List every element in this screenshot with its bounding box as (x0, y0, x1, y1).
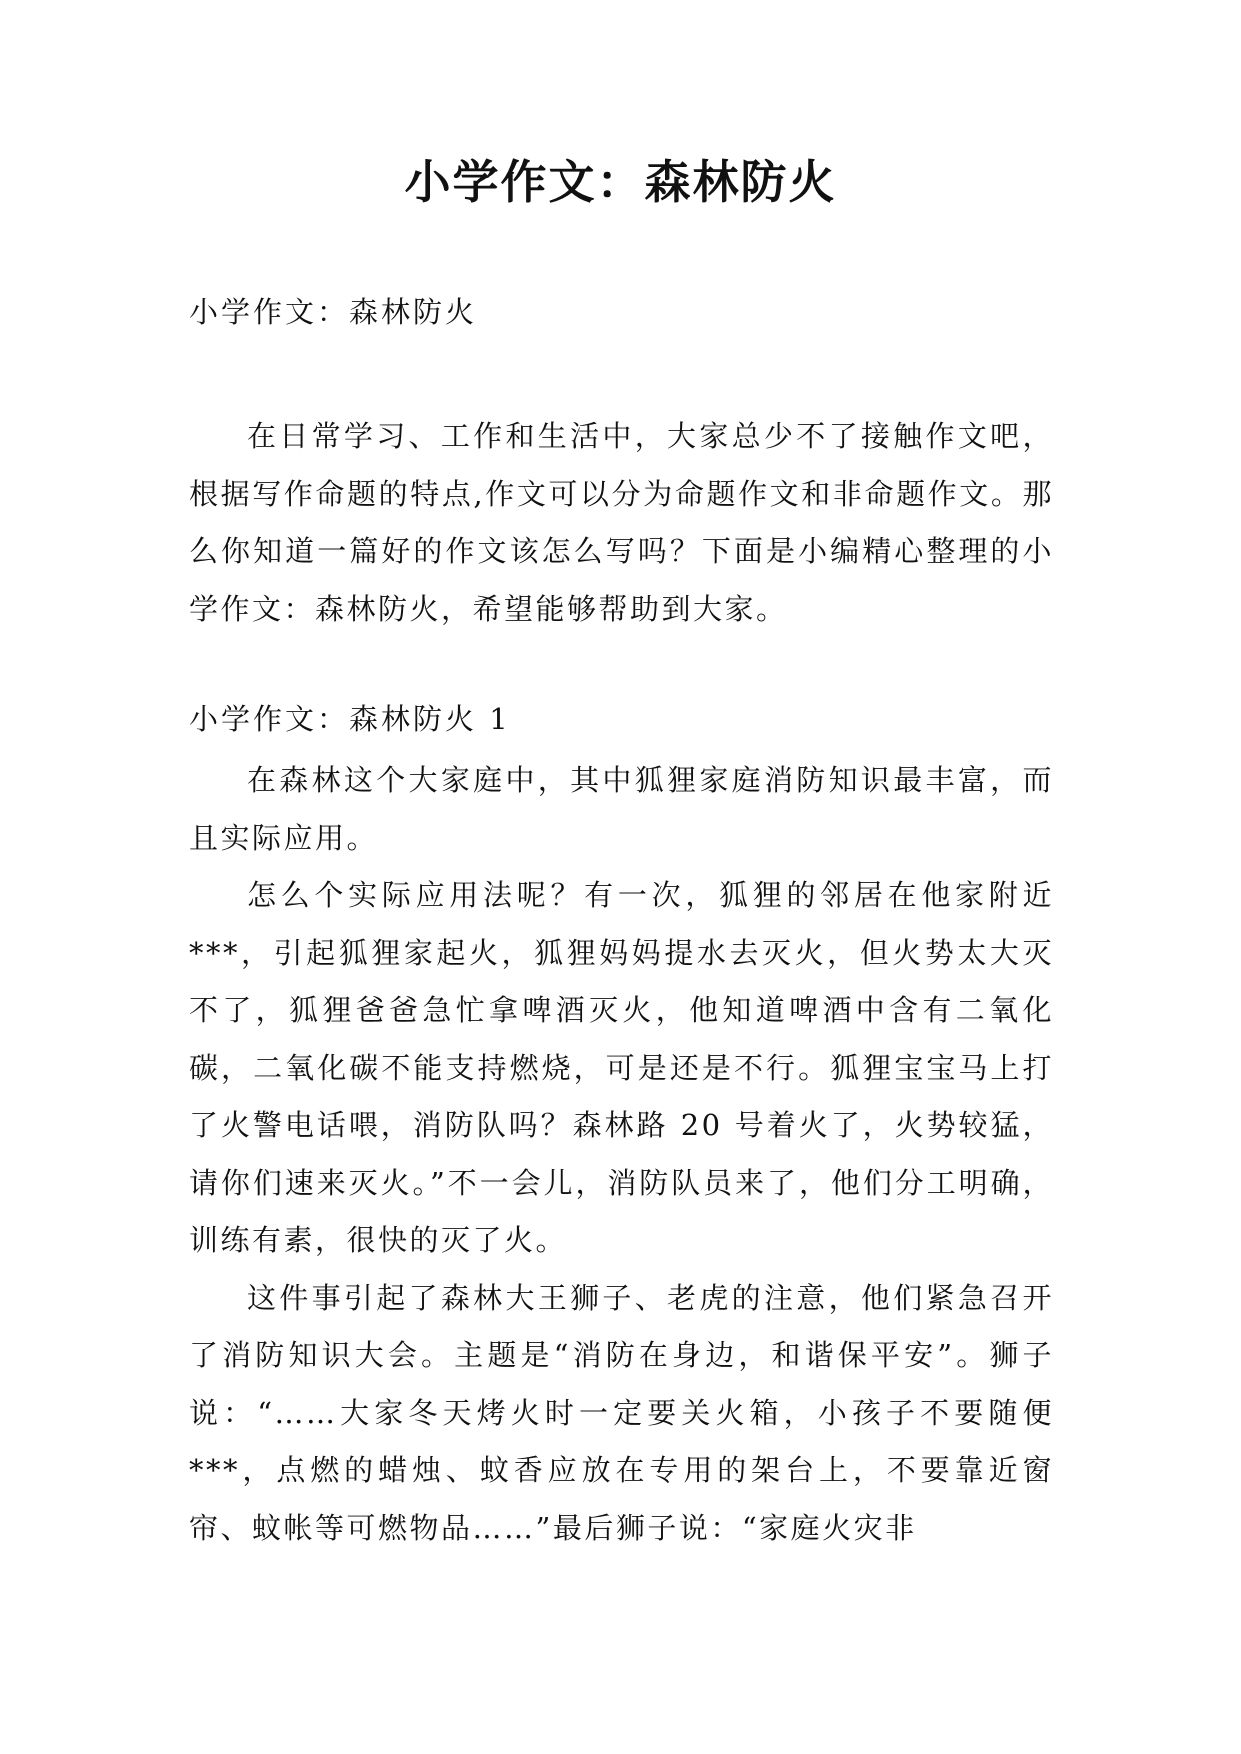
intro-block (189, 408, 1054, 638)
document-subtitle: 小学作文：森林防火 (189, 295, 478, 329)
story-paragraph-2: 怎么个实际应用法呢？有一次，狐狸的邻居在他家附近***，引起狐狸家起火，狐狸妈妈提水去灭火，但火势太大灭不了，狐狸爸爸急忙拿啤酒灭火，他知道啤酒中含有二氧化碳，二氧化碳不能支持燃烧，可是还是不行。狐狸宝宝马上打了火警电话喂，消防队吗？森林路 20 号着火了，火势较猛，请你们速来灭火。”不一会儿，消防队员来了，他们分工明确，训练有素，很快的灭了火。 (189, 878, 1054, 1257)
story-block (189, 752, 1054, 1557)
story-paragraph-3: 这件事引起了森林大王狮子、老虎的注意，他们紧急召开了消防知识大会。主题是“消防在身边，和谐保平安”。狮子说：“……大家冬天烤火时一定要关火箱，小孩子不要随便***，点燃的蜡烛、蚊香应放在专用的架台上，不要靠近窗帘、蚊帐等可燃物品……”最后狮子说：“家庭火灾非 (189, 1280, 1054, 1545)
intro-paragraph: 在日常学习、工作和生活中，大家总少不了接触作文吧，根据写作命题的特点,作文可以分为命题作文和非命题作文。那么你知道一篇好的作文该怎么写吗？下面是小编精心整理的小学作文：森林防火，希望能够帮助到大家。 (189, 419, 1054, 626)
document-title: 小学作文：森林防火 (404, 155, 837, 209)
story-paragraph-1: 在森林这个大家庭中，其中狐狸家庭消防知识最丰富，而且实际应用。 (189, 763, 1054, 855)
section-title: 小学作文：森林防火 1 (189, 702, 511, 736)
